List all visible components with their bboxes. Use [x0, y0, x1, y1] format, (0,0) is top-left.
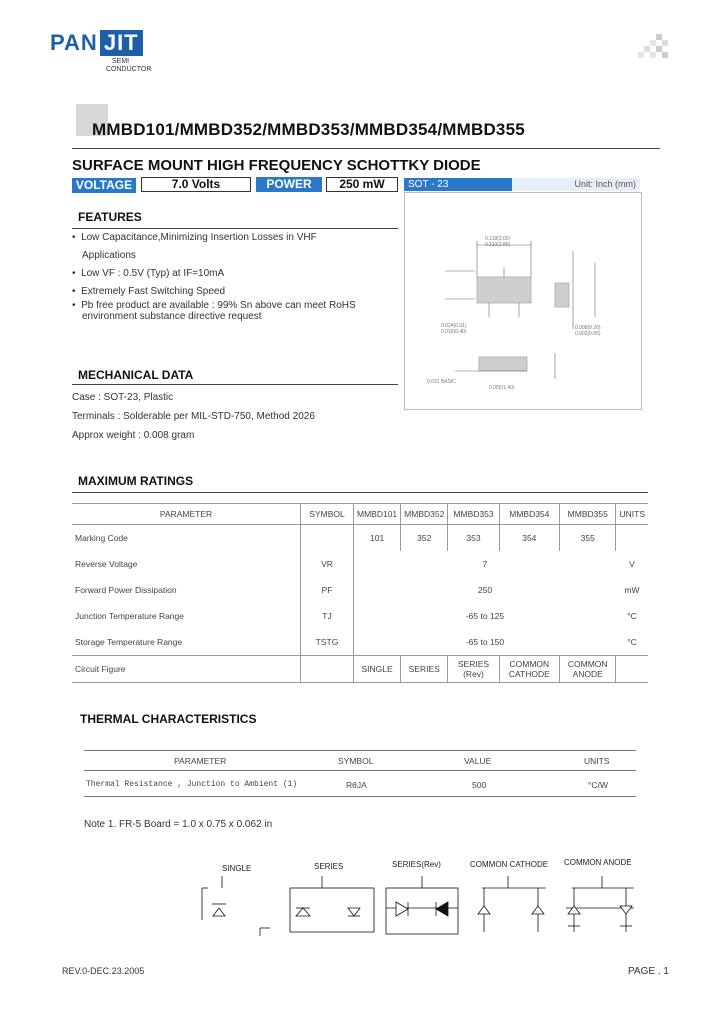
footnote: Note 1. FR-5 Board = 1.0 x 0.75 x 0.062 in [84, 819, 273, 830]
feature-1b [72, 248, 402, 266]
circuit-series-rev: SERIES (Rev) [448, 656, 499, 683]
features-heading: FEATURES [78, 210, 142, 224]
logo-subtitle [106, 58, 151, 74]
sot23-outline-icon [405, 193, 641, 409]
thermal-rule-top [84, 750, 636, 751]
circuit-param: Circuit Figure [72, 656, 301, 683]
svg-text:0.016(0.40): 0.016(0.40) [441, 329, 467, 335]
mechanical-list [72, 388, 315, 445]
marking-101: 101 [354, 525, 401, 552]
unit-bar [512, 178, 640, 191]
corner-pattern-icon [636, 34, 670, 64]
feature-4b [72, 311, 402, 322]
svg-text:0.110(2.80): 0.110(2.80) [485, 242, 511, 248]
ratings-rule [72, 492, 648, 493]
marking-unit [616, 525, 648, 552]
common-anode-diode-icon [566, 876, 634, 932]
mech-terminals: Terminals : Solderable per MIL-STD-750, Method 2026 [72, 411, 315, 422]
svg-text:0.008(0.20): 0.008(0.20) [575, 325, 601, 331]
circuit-label-series: SERIES [314, 862, 344, 871]
feature-3-text: Extremely Fast Switching Speed [81, 286, 226, 297]
marking-param: Marking Code [72, 525, 301, 552]
feature-3: • Extremely Fast Switching Speed [72, 286, 226, 297]
row-unit: V [629, 559, 635, 569]
features-list [72, 230, 402, 322]
row-symbol: TSTG [301, 629, 354, 656]
circuit-label-common-cathode: COMMON CATHODE [470, 860, 549, 869]
brand-logo [50, 30, 143, 56]
circuit-common-cathode: COMMON CATHODE [499, 656, 559, 683]
thermal-rule-mid [84, 770, 636, 771]
circuit-label-common-anode: COMMON ANODE [564, 858, 632, 867]
circuit-unit [616, 656, 648, 683]
revision-text: REV.0-DEC.23.2005 [62, 966, 145, 976]
row-unit: °C [627, 611, 637, 621]
feature-2-text: Low VF : 0.5V (Typ) at IF=10mA [81, 268, 225, 279]
single-diode-icon [202, 876, 270, 936]
table-row [72, 656, 648, 683]
circuit-single: SINGLE [354, 656, 401, 683]
page-number: PAGE . 1 [628, 966, 669, 977]
th-units: UNITS [616, 504, 648, 525]
circuit-series: SERIES [401, 656, 448, 683]
row-unit: mW [624, 585, 640, 595]
row-symbol: PF [301, 577, 354, 603]
title-rule [72, 148, 660, 149]
feature-1-text: Low Capacitance,Minimizing Insertion Losses in VHF [81, 232, 317, 243]
logo-sub-2: CONDUCTOR [106, 66, 152, 73]
thermal-param: Thermal Resistance , Junction to Ambient (1) [86, 780, 298, 789]
series-diode-icon [290, 876, 374, 932]
thermal-th-parameter: PARAMETER [174, 756, 227, 766]
th-mmbd101: MMBD101 [354, 504, 401, 525]
voltage-value: 7.0 Volts [141, 177, 251, 192]
unit-text: Unit: Inch (mm) [574, 179, 636, 189]
series-rev-diode-icon [386, 876, 458, 934]
mechanical-rule [72, 384, 398, 385]
page-subtitle: SURFACE MOUNT HIGH FREQUENCY SCHOTTKY DIODE [72, 157, 481, 174]
table-row [72, 577, 648, 603]
marking-352: 352 [401, 525, 448, 552]
th-mmbd352: MMBD352 [401, 504, 448, 525]
mechanical-heading: MECHANICAL DATA [78, 368, 194, 382]
logo-pan: PAN [50, 30, 98, 55]
logo-sub-1: SEMI [112, 58, 130, 65]
row-symbol: TJ [301, 603, 354, 629]
marking-354: 354 [499, 525, 559, 552]
mech-case: Case : SOT-23, Plastic [72, 392, 174, 403]
svg-text:0.002(0.05): 0.002(0.05) [575, 331, 601, 337]
circuit-symbol [301, 656, 354, 683]
marking-353: 353 [448, 525, 499, 552]
marking-355: 355 [559, 525, 616, 552]
voltage-label: VOLTAGE [72, 178, 136, 193]
features-rule [72, 228, 398, 229]
row-param: Junction Temperature Range [72, 603, 301, 629]
feature-1b-text: Applications [82, 250, 136, 261]
row-param: Forward Power Dissipation [72, 577, 301, 603]
package-drawing [404, 192, 642, 410]
common-cathode-diode-icon [478, 876, 546, 932]
thermal-row [84, 780, 636, 792]
row-value: -65 to 125 [465, 611, 505, 621]
table-row [72, 525, 648, 552]
thermal-unit: °C/W [588, 780, 608, 790]
logo-jit: JIT [100, 30, 143, 56]
circuit-label-series-rev: SERIES(Rev) [392, 860, 441, 869]
marking-symbol [301, 525, 354, 552]
thermal-th-value: VALUE [464, 756, 492, 766]
thermal-symbol: RθJA [346, 780, 367, 790]
row-value: 250 [477, 585, 493, 595]
circuit-common-anode: COMMON ANODE [559, 656, 616, 683]
mech-weight: Approx weight : 0.008 gram [72, 430, 195, 441]
thermal-th-units: UNITS [584, 756, 610, 766]
thermal-value: 500 [472, 780, 487, 790]
feature-2: • Low VF : 0.5V (Typ) at IF=10mA [72, 268, 225, 279]
power-label: POWER [256, 177, 322, 192]
thermal-header-row [84, 756, 636, 768]
package-label: SOT - 23 [404, 178, 512, 191]
power-value: 250 mW [326, 177, 398, 192]
svg-text:0.031 BASIC: 0.031 BASIC [427, 379, 456, 385]
svg-text:0.055(1.40): 0.055(1.40) [489, 385, 515, 391]
feature-4b-text: environment substance directive request [82, 311, 262, 322]
ratings-header-row [72, 504, 648, 525]
ratings-heading: MAXIMUM RATINGS [78, 474, 194, 488]
feature-4: • Pb free product are available : 99% Sn above can meet RoHS [72, 300, 356, 311]
svg-text:0.118(3.00): 0.118(3.00) [485, 236, 511, 242]
feature-4-text: Pb free product are available : 99% Sn above can meet RoHS [81, 300, 356, 311]
thermal-th-symbol: SYMBOL [338, 756, 374, 766]
th-symbol: SYMBOL [301, 504, 354, 525]
feature-1: • Low Capacitance,Minimizing Insertion Losses in VHF [72, 232, 317, 243]
thermal-rule-bottom [84, 796, 636, 797]
circuit-diagrams [196, 870, 656, 942]
table-row [72, 551, 648, 577]
circuit-label-single: SINGLE [222, 864, 252, 873]
row-value: -65 to 150 [354, 629, 616, 656]
th-mmbd354: MMBD354 [499, 504, 559, 525]
ratings-table [72, 503, 648, 683]
table-row [72, 629, 648, 656]
thermal-heading: THERMAL CHARACTERISTICS [80, 712, 257, 726]
th-mmbd353: MMBD353 [448, 504, 499, 525]
th-mmbd355: MMBD355 [559, 504, 616, 525]
page-title: MMBD101/MMBD352/MMBD353/MMBD354/MMBD355 [92, 120, 525, 139]
row-param: Storage Temperature Range [72, 629, 301, 656]
svg-text:0.024(0.61): 0.024(0.61) [441, 323, 467, 329]
row-unit: °C [616, 629, 648, 656]
row-param: Reverse Voltage [72, 551, 301, 577]
row-value: 7 [482, 559, 488, 569]
table-row [72, 603, 648, 629]
th-parameter: PARAMETER [72, 504, 301, 525]
row-symbol: VR [301, 551, 354, 577]
